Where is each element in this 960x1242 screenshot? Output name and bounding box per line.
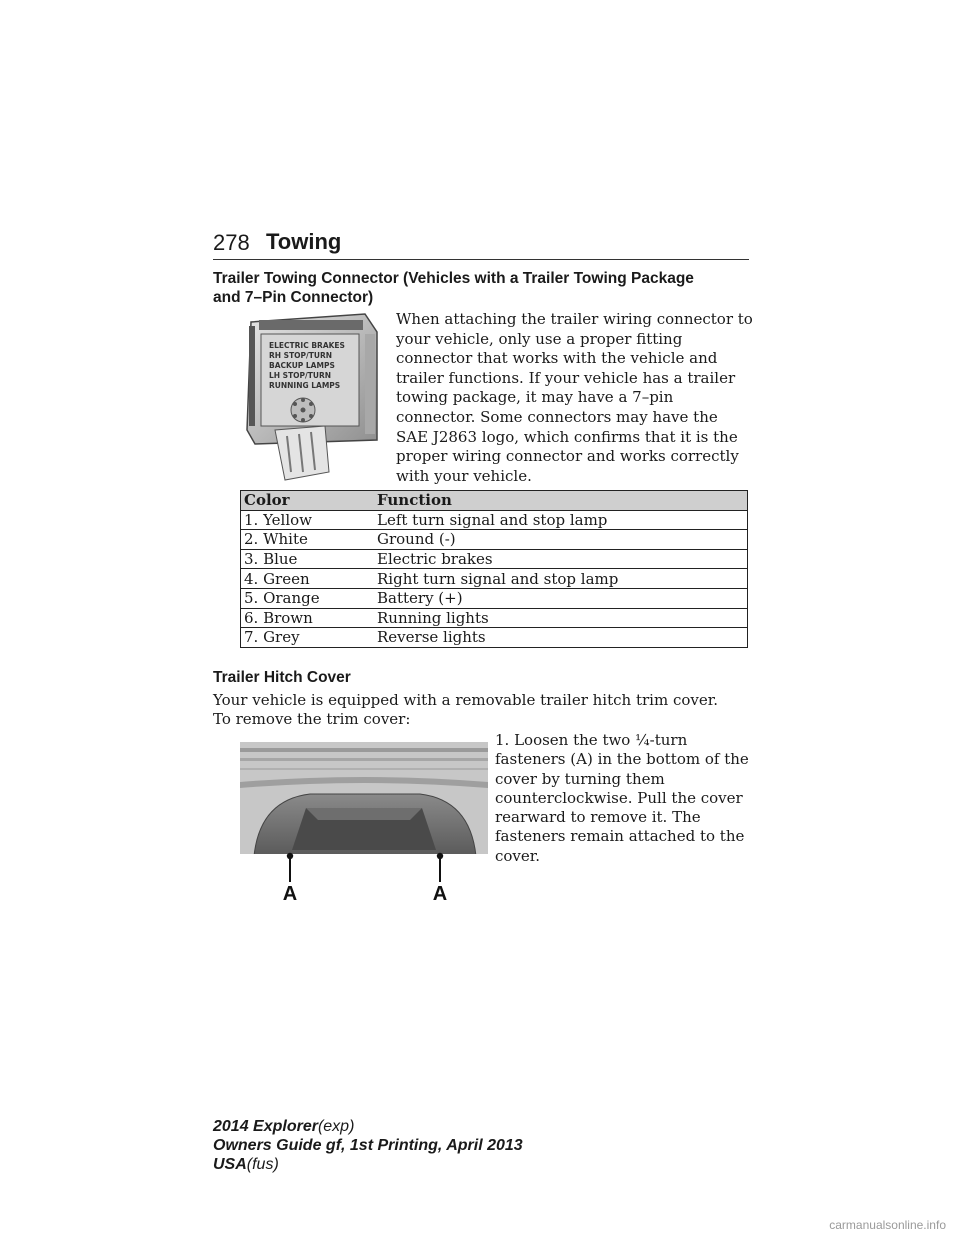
- connector-heading-line2: and 7–Pin Connector): [213, 289, 374, 306]
- connector-label-line: LH STOP/TURN: [269, 371, 332, 380]
- table-row: [241, 549, 748, 569]
- table-row: [241, 510, 748, 530]
- connector-heading: [213, 269, 753, 307]
- connector-heading-line1: Trailer Towing Connector (Vehicles with a Trailer Towing Package: [213, 270, 694, 287]
- footer-market-code: (fus): [246, 1156, 279, 1173]
- connector-label-line: ELECTRIC BRAKES: [269, 341, 345, 350]
- hitch-cover-heading: Trailer Hitch Cover: [213, 669, 351, 686]
- connector-label-line: RH STOP/TURN: [269, 351, 333, 360]
- wire-function-cell: Electric brakes: [374, 549, 748, 569]
- wire-function-cell: Battery (+): [374, 588, 748, 608]
- footer-model: 2014 Explorer: [213, 1118, 318, 1135]
- footer-guide: Owners Guide gf, 1st Printing, April 2013: [213, 1137, 523, 1154]
- hitch-intro: [213, 691, 753, 729]
- callout-a-right: A: [432, 883, 448, 902]
- seven-pin-connector-illustration: [245, 312, 385, 482]
- hitch-cover-illustration: [240, 742, 488, 902]
- wire-color-cell: 7. Grey: [241, 628, 375, 648]
- column-header-color: Color: [241, 491, 375, 511]
- wire-function-cell: Right turn signal and stop lamp: [374, 569, 748, 589]
- wire-color-cell: 2. White: [241, 530, 375, 550]
- wire-function-cell: Ground (-): [374, 530, 748, 550]
- hitch-step-1: 1. Loosen the two ¼-turn fasteners (A) in the bottom of the cover by turning them counterclockwise. Pull the cover rearward to remove it. The fasteners remain attached to the cover.: [495, 731, 749, 865]
- section-title: Towing: [266, 229, 342, 254]
- table-row: [241, 569, 748, 589]
- table-row: [241, 608, 748, 628]
- watermark: carmanualsonline.info: [829, 1218, 946, 1232]
- document-footer: [213, 1117, 523, 1174]
- connector-paragraph: When attaching the trailer wiring connector to your vehicle, only use a proper fitting connector that works with the vehicle and trailer functions. If your vehicle has a trailer towing package, it may have a 7–pin connector. Some connectors may have the SAE J2863 logo, which confirms that it is the proper wiring connector and works correctly with your vehicle.: [396, 310, 753, 485]
- hitch-intro-line2: To remove the trim cover:: [213, 710, 411, 728]
- wire-function-cell: Left turn signal and stop lamp: [374, 510, 748, 530]
- hitch-intro-line1: Your vehicle is equipped with a removable trailer hitch trim cover.: [213, 691, 719, 709]
- wire-color-cell: 4. Green: [241, 569, 375, 589]
- column-header-function: Function: [374, 491, 748, 511]
- wire-function-cell: Running lights: [374, 608, 748, 628]
- connector-label-line: BACKUP LAMPS: [269, 361, 335, 370]
- callout-a-left: A: [282, 883, 298, 902]
- wire-color-table: [240, 490, 748, 648]
- table-row: [241, 530, 748, 550]
- wire-color-cell: 5. Orange: [241, 588, 375, 608]
- header-rule: [213, 259, 749, 260]
- wire-color-cell: 3. Blue: [241, 549, 375, 569]
- footer-model-code: (exp): [317, 1118, 355, 1135]
- table-header-row: [241, 491, 748, 511]
- table-row: [241, 588, 748, 608]
- wire-color-cell: 1. Yellow: [241, 510, 375, 530]
- wire-function-cell: Reverse lights: [374, 628, 748, 648]
- wire-color-cell: 6. Brown: [241, 608, 375, 628]
- footer-market: USA: [213, 1156, 247, 1173]
- page-number: 278: [213, 230, 250, 255]
- table-row: [241, 628, 748, 648]
- connector-label-line: RUNNING LAMPS: [269, 381, 341, 390]
